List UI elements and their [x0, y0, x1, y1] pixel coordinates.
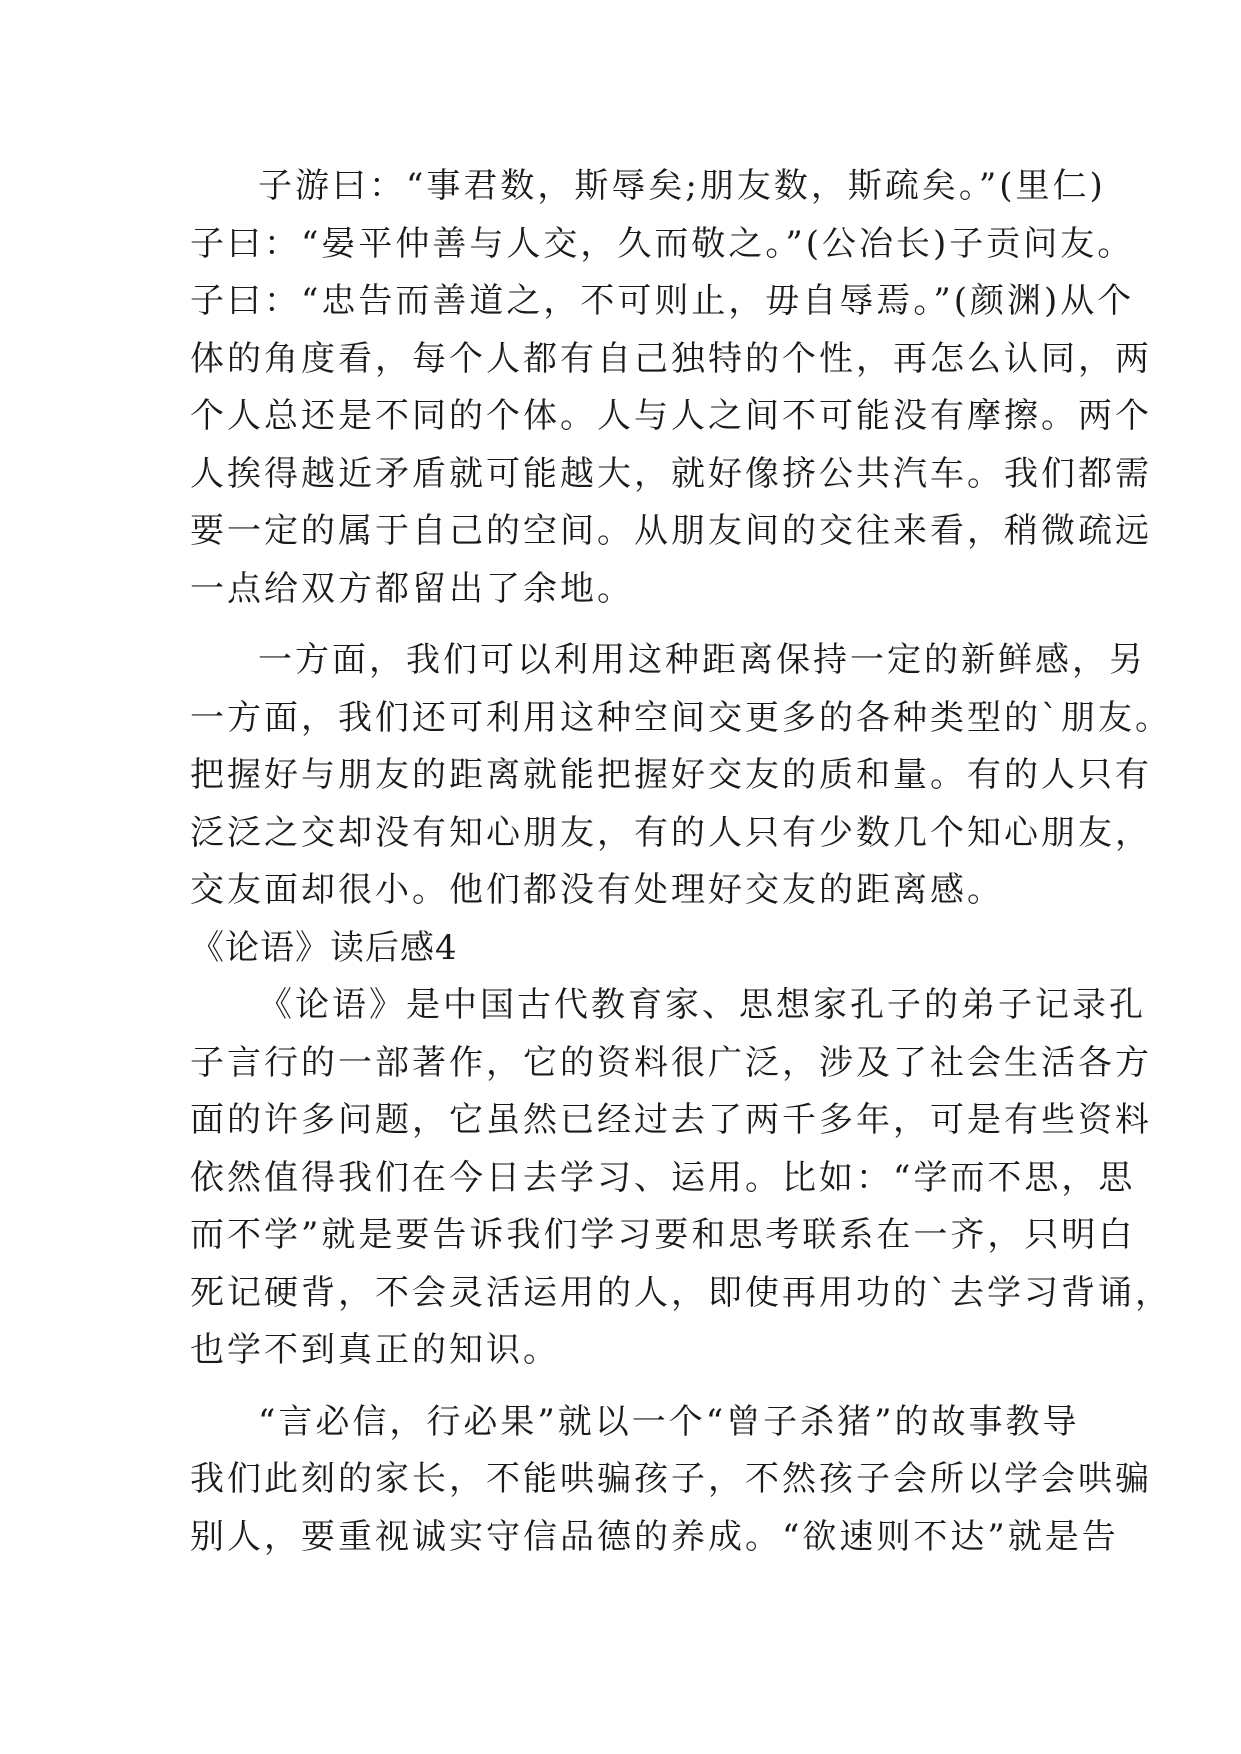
- section-heading: 《论语》读后感4: [190, 927, 458, 968]
- text-line: 子曰：“晏平仲善与人交，久而敬之。”(公冶长)子贡问友。: [190, 223, 1135, 264]
- text-line: 交友面却很小。他们都没有处理好交友的距离感。: [190, 870, 1004, 910]
- paragraph-spacer: [190, 618, 1070, 632]
- text-line: 别人，要重视诚实守信品德的养成。“欲速则不达”就是告: [190, 1516, 1119, 1557]
- text-line: 面的许多问题，它虽然已经过去了两千多年，可是有些资料: [190, 1100, 1152, 1140]
- text-line: 把握好与朋友的距离就能把握好交友的质和量。有的人只有: [190, 755, 1152, 795]
- paragraph-1: [190, 158, 1152, 618]
- text-line: 一方面，我们可以利用这种距离保持一定的新鲜感，另: [258, 640, 1146, 680]
- text-line: 个人总还是不同的个体。人与人之间不可能没有摩擦。两个: [190, 396, 1152, 436]
- text-line: 要一定的属于自己的空间。从朋友间的交往来看，稍微疏远: [190, 511, 1152, 551]
- text-line: 泛泛之交却没有知心朋友，有的人只有少数几个知心朋友，: [190, 812, 1152, 853]
- text-line: 依然值得我们在今日去学习、运用。比如：“学而不思，思: [190, 1157, 1136, 1198]
- paragraph-spacer: [190, 1380, 1070, 1394]
- text-line: 我们此刻的家长，不能哄骗孩子，不然孩子会所以学会哄骗: [190, 1459, 1152, 1499]
- paragraph-4: [190, 1394, 1152, 1567]
- text-line: 子言行的一部著作，它的资料很广泛，涉及了社会生活各方: [190, 1042, 1152, 1083]
- text-line: 也学不到真正的知识。: [190, 1330, 560, 1370]
- paragraph-2: [190, 632, 1172, 920]
- text-line: “言必信，行必果”就以一个“曾子杀猪”的故事教导: [258, 1401, 1080, 1442]
- text-line: 子曰：“忠告而善道之，不可则止，毋自辱焉。”(颜渊)从个: [190, 281, 1135, 321]
- text-line: 体的角度看，每个人都有自己独特的个性，再怎么认同，两: [190, 338, 1152, 379]
- document-body: [190, 158, 1172, 1566]
- text-line: 而不学”就是要告诉我们学习要和思考联系在一齐，只明白: [190, 1215, 1136, 1255]
- text-line: 死记硬背，不会灵活运用的人，即使再用功的`去学习背诵，: [190, 1272, 1172, 1313]
- text-line: 人挨得越近矛盾就可能越大，就好像挤公共汽车。我们都需: [190, 453, 1152, 494]
- text-line: 一点给双方都留出了余地。: [190, 568, 634, 609]
- text-line: 《论语》是中国古代教育家、思想家孔子的弟子记录孔: [258, 985, 1146, 1025]
- text-line: 子游曰：“事君数，斯辱矣;朋友数，斯疏矣。”(里仁): [258, 166, 1106, 206]
- text-line: 一方面，我们还可利用这种空间交更多的各种类型的`朋友。: [190, 697, 1172, 738]
- paragraph-3: [190, 977, 1172, 1380]
